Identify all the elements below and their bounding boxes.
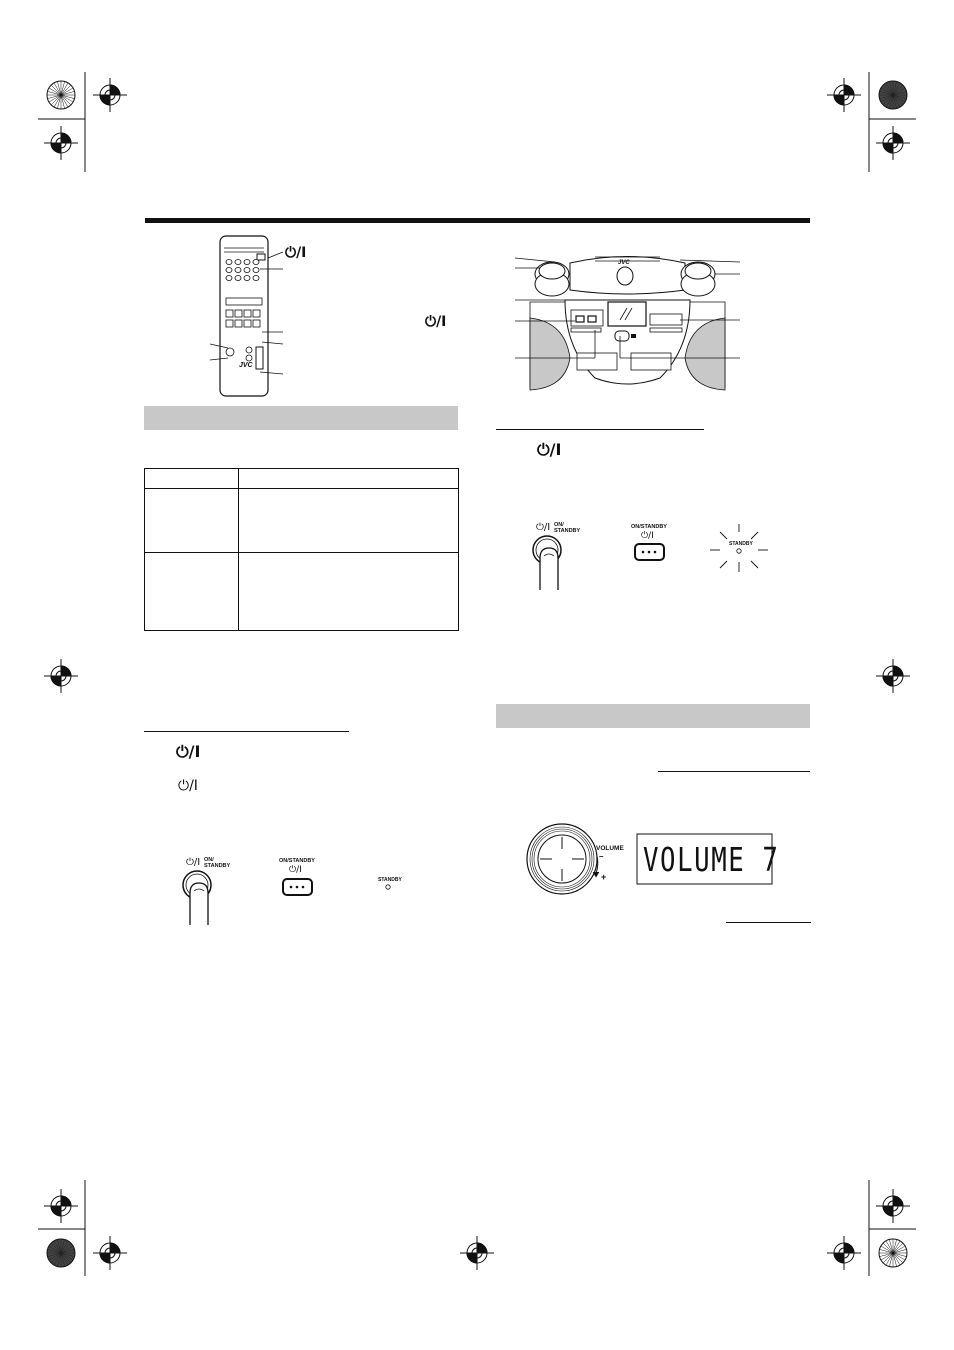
right-display-power-symbol: ⏻/I: [641, 531, 654, 541]
right-power-symbol-bold: ⏻/I: [537, 440, 562, 459]
table-cell: [239, 489, 459, 553]
left-standby-demo: [180, 855, 420, 930]
right-subsection-rule-2: [658, 771, 810, 772]
table-header-cell: [239, 469, 459, 489]
right-subsection-rule: [496, 429, 704, 430]
header-rule: [145, 218, 810, 223]
main-unit-illustration: [515, 238, 740, 398]
table-row: [145, 469, 459, 489]
remote-power-label: ⏻/I: [285, 245, 307, 261]
volume-illustration: [525, 822, 805, 897]
table-row: [145, 553, 459, 631]
table-row: [145, 489, 459, 553]
table-cell: [145, 553, 239, 631]
volume-plus-label: +: [601, 872, 607, 882]
left-button-power-symbol: ⏻/I: [186, 857, 201, 868]
right-subsection-rule-3: [726, 922, 811, 923]
right-standby-indicator-label: STANDBY: [729, 541, 753, 547]
left-section-header-band: [144, 406, 458, 430]
right-standby-demo: [530, 520, 780, 595]
left-standby-indicator-label: STANDBY: [378, 877, 402, 883]
table-cell: [239, 553, 459, 631]
right-display-on-standby-label: ON/STANDBY: [631, 524, 667, 530]
left-display-on-standby-label: ON/STANDBY: [279, 858, 315, 864]
left-display-power-symbol: ⏻/I: [289, 865, 302, 875]
remote-brand-logo: JVC: [239, 362, 253, 369]
left-power-symbol-bold: ⏻/I: [176, 742, 201, 761]
power-symbol-right-margin: ⏻/I: [425, 314, 447, 330]
mode-table: [144, 468, 459, 631]
table-cell: [145, 489, 239, 553]
left-on-standby-button-label: ON/ STANDBY: [204, 857, 231, 869]
right-on-standby-button-label: ON/ STANDBY: [554, 522, 581, 534]
left-subsection-rule: [144, 731, 349, 732]
remote-control-illustration: [210, 232, 460, 402]
right-section-header-band: [496, 704, 810, 728]
volume-minus-label: –: [599, 852, 604, 861]
unit-brand-logo: JVC: [618, 260, 630, 266]
right-button-power-symbol: ⏻/I: [536, 522, 551, 533]
table-header-cell: [145, 469, 239, 489]
volume-display-text: VOLUME 7: [643, 840, 780, 879]
volume-knob-label: VOLUME: [596, 845, 624, 852]
left-power-symbol: ⏻/I: [178, 778, 198, 794]
